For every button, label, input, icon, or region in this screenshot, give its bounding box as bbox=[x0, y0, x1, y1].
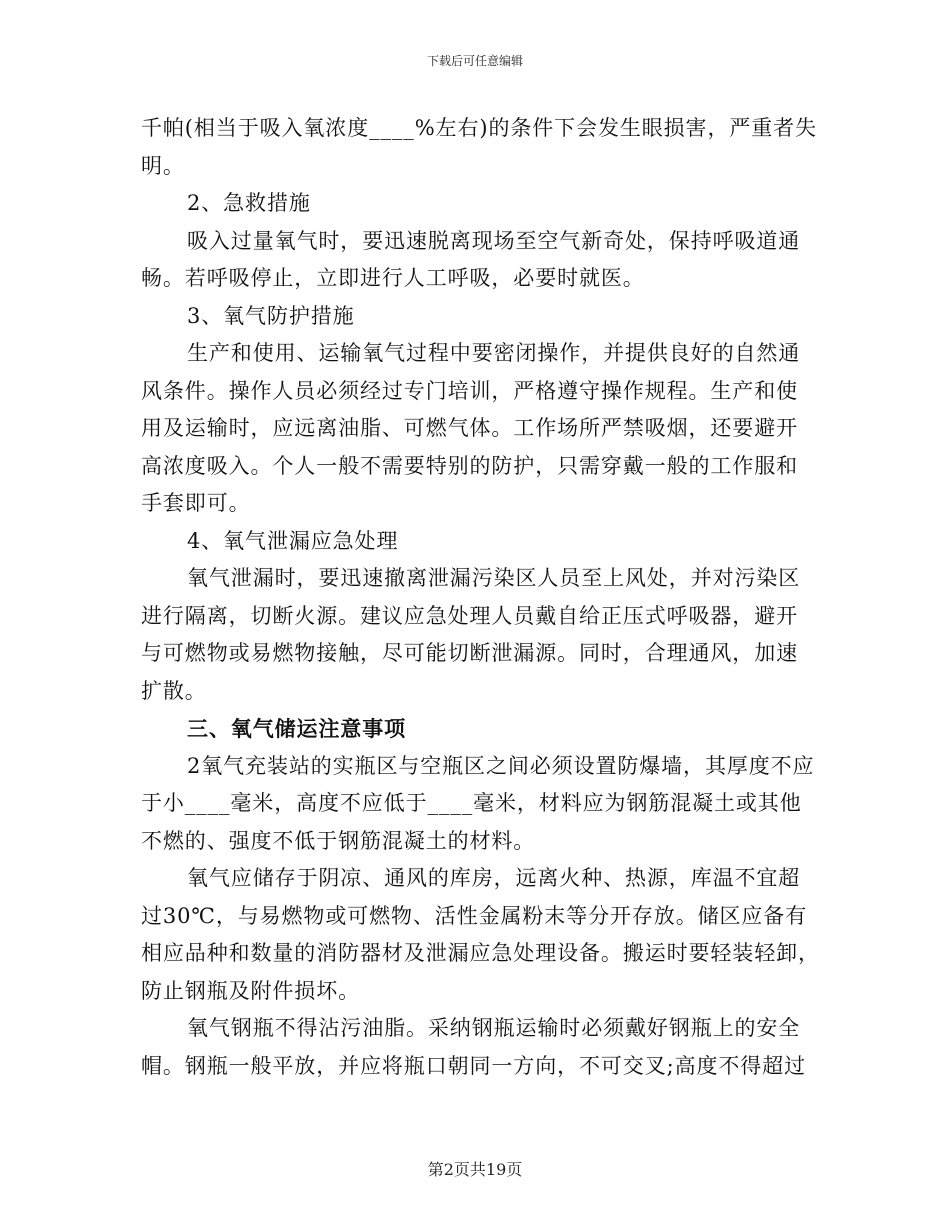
text-line: 不燃的、强度不低于钢筋混凝土的材料。 bbox=[141, 828, 536, 853]
text-line: 防止钢瓶及附件损坏。 bbox=[141, 978, 360, 1003]
text-line: 4、氧气泄漏应急处理 bbox=[187, 528, 399, 553]
text-line: 用及运输时，应远离油脂、可燃气体。工作场所严禁吸烟，还要避开 bbox=[141, 416, 798, 440]
text-line: 氧气应储存于阴凉、通风的库房，远离火种、热源，库温不宜超 bbox=[187, 866, 801, 890]
text-line: 高浓度吸入。个人一般不需要特别的防护，只需穿戴一般的工作服和 bbox=[141, 453, 798, 478]
text-line: 2、急救措施 bbox=[187, 191, 311, 215]
text-line: 吸入过量氧气时，要迅速脱离现场至空气新奇处，保持呼吸道通 bbox=[187, 228, 801, 253]
text-line: 进行隔离，切断火源。建议应急处理人员戴自给正压式呼吸器，避开 bbox=[141, 603, 798, 628]
document-body bbox=[141, 110, 820, 1085]
text-line: 扩散。 bbox=[141, 678, 207, 703]
text-line: 生产和使用、运输氧气过程中要密闭操作，并提供良好的自然通 bbox=[187, 341, 801, 365]
text-line: 2氧气充装站的实瓶区与空瓶区之间必须设置防爆墙，其厚度不应 bbox=[187, 753, 815, 778]
text-line: 与可燃物或易燃物接触，尽可能切断泄漏源。同时，合理通风，加速 bbox=[141, 641, 798, 665]
page-header: 下载后可任意编辑 bbox=[426, 54, 523, 68]
text-line: 千帕(相当于吸入氧浓度____%左右)的条件下会发生眼损害，严重者失 bbox=[141, 116, 817, 140]
page-number: 第2页共19页 bbox=[427, 1160, 523, 1179]
text-line: 过30℃，与易燃物或可燃物、活性金属粉末等分开存放。储区应备有 bbox=[141, 903, 808, 928]
section-heading: 三、氧气储运注意事项 bbox=[187, 716, 406, 741]
text-line: 相应品种和数量的消防器材及泄漏应急处理设备。搬运时要轻装轻卸， bbox=[141, 941, 820, 965]
text-line: 风条件。操作人员必须经过专门培训，严格遵守操作规程。生产和使 bbox=[141, 378, 798, 403]
text-line: 明。 bbox=[141, 153, 185, 178]
text-line: 畅。若呼吸停止，立即进行人工呼吸，必要时就医。 bbox=[141, 266, 645, 290]
text-line: 于小____毫米，高度不应低于____毫米，材料应为钢筋混凝土或其他 bbox=[141, 791, 802, 815]
text-line: 3、氧气防护措施 bbox=[187, 303, 355, 328]
text-line: 手套即可。 bbox=[141, 491, 251, 515]
text-line: 氧气泄漏时，要迅速撤离泄漏污染区人员至上风处，并对污染区 bbox=[187, 566, 801, 590]
text-line: 帽。钢瓶一般平放，并应将瓶口朝同一方向，不可交叉;高度不得超过 bbox=[141, 1053, 806, 1078]
text-line: 氧气钢瓶不得沾污油脂。采纳钢瓶运输时必须戴好钢瓶上的安全 bbox=[187, 1016, 801, 1040]
